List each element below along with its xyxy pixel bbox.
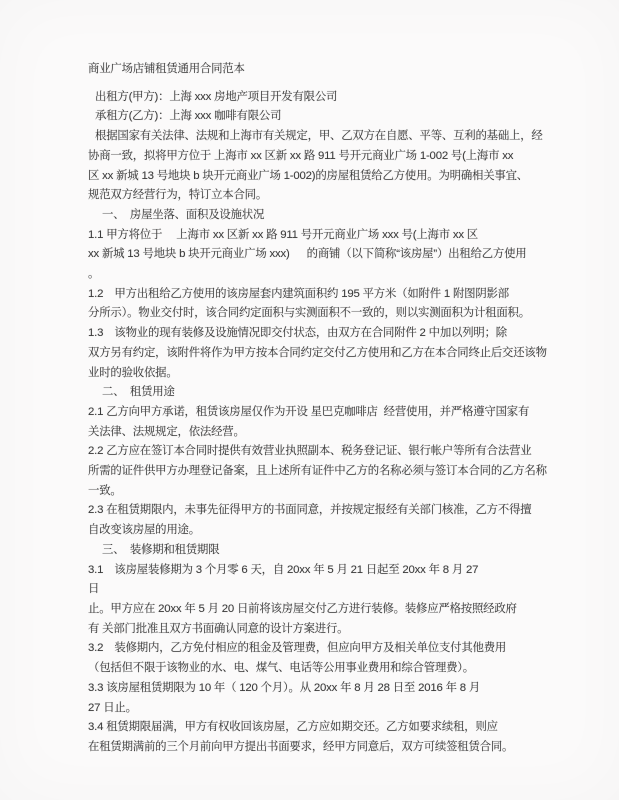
lessee-party-line: 承租方(乙方)：上海 xxx 咖啡有限公司 xyxy=(95,110,282,123)
preamble-line: 规范双方经营行为，特订立本合同。 xyxy=(88,189,268,202)
clause-line: 1.1 甲方将位于 上海市 xx 区新 xx 路 911 号开元商业广场 xxx 号(上海市 xx 区 xyxy=(88,228,478,241)
clause-line: 3.2 装修期内，乙方免付相应的租金及管理费，但应向甲方及相关单位支付其他费用 xyxy=(88,642,507,655)
clause-line: 日 xyxy=(88,583,100,596)
section-3-heading: 三、 装修期和租赁期限 xyxy=(102,543,220,556)
clause-line: 在租赁期满前的三个月前向甲方提出书面要求，经甲方同意后，双方可续签租赁合同。 xyxy=(88,740,514,753)
clause-line: 2.1 乙方向甲方承诺，租赁该房屋仅作为开设 星巴克咖啡店 经营使用，并严格遵守国家有 xyxy=(88,405,530,418)
document-content xyxy=(88,60,570,758)
clause-line: 有 关部门批准且双方书面确认同意的设计方案进行。 xyxy=(88,622,349,635)
clause-line: 分所示）。物业交付时，该合同约定面积与实测面积不一致的，则以实测面积为计租面积。 xyxy=(88,307,530,320)
clause-line: 止。甲方应在 20xx 年 5 月 20 日前将该房屋交付乙方进行装修。装修应严格按照经政府 xyxy=(88,602,517,615)
clause-line: xx 新城 13 号地块 b 块开元商业广场 xxx) 的商铺（以下简称“该房屋”）出租给乙方使用 xyxy=(88,248,527,261)
lessor-party-line: 出租方(甲方)：上海 xxx 房地产项目开发有限公司 xyxy=(95,90,338,103)
clause-line: 1.3 该物业的现有装修及设施情况即交付状态，由双方在合同附件 2 中加以列明；除 xyxy=(88,327,507,340)
clause-line: 3.1 该房屋装修期为 3 个月零 6 天，自 20xx 年 5 月 21 日起至 20xx 年 8 月 27 xyxy=(88,563,479,576)
section-2-heading: 二、 租赁用途 xyxy=(102,386,175,399)
clause-line: 2.2 乙方应在签订本合同时提供有效营业执照副本、税务登记证、银行帐户等所有合法营业 xyxy=(88,445,532,458)
clause-line: 3.3 该房屋租赁期限为 10 年（ 120 个月）。从 20xx 年 8 月 28 日至 2016 年 8 月 xyxy=(88,681,481,694)
clause-line: 2.3 在租赁期限内，未事先征得甲方的书面同意，并按规定报经有关部门核准，乙方不得擅 xyxy=(88,504,532,517)
clause-line: 业时的验收依据。 xyxy=(88,366,178,379)
clause-line: （包括但不限于该物业的水、电、煤气、电话等公用事业费用和综合管理费）。 xyxy=(88,662,474,675)
preamble-line: 协商一致，拟将甲方位于 上海市 xx 区新 xx 路 911 号开元商业广场 1-002 号(上海市 xx xyxy=(88,149,514,162)
clause-line: 一致。 xyxy=(88,484,122,497)
clause-line: 所需的证件供甲方办理登记备案，且上述所有证件中乙方的名称必须与签订本合同的乙方名称 xyxy=(88,465,547,478)
clause-line: 双方另有约定，该附件将作为甲方按本合同约定交付乙方使用和乙方在本合同终止后交还该物 xyxy=(88,346,547,359)
clause-line: 1.2 甲方出租给乙方使用的该房屋套内建筑面积约 195 平方米（如附件 1 附图阴影部 xyxy=(88,287,509,300)
document-title: 商业广场店铺租赁通用合同范本 xyxy=(88,63,245,75)
preamble-line: 根据国家有关法律、法规和上海市有关规定，甲、乙双方在自愿、平等、互利的基础上，经 xyxy=(95,130,543,143)
clause-line: 。 xyxy=(88,268,100,281)
clause-line: 3.4 租赁期限届满，甲方有权收回该房屋，乙方应如期交还。乙方如要求续租，则应 xyxy=(88,721,498,734)
clause-line: 27 日止。 xyxy=(88,701,137,714)
clause-line: 关法律、法规规定，依法经营。 xyxy=(88,425,245,438)
preamble-line: 区 xx 新城 13 号地块 b 块开元商业广场 1-002)的房屋租赁给乙方使用。为明确相关事宜、 xyxy=(88,169,528,182)
clause-line: 自改变该房屋的用途。 xyxy=(88,524,200,537)
section-1-heading: 一、 房屋坐落、面积及设施状况 xyxy=(102,208,265,221)
